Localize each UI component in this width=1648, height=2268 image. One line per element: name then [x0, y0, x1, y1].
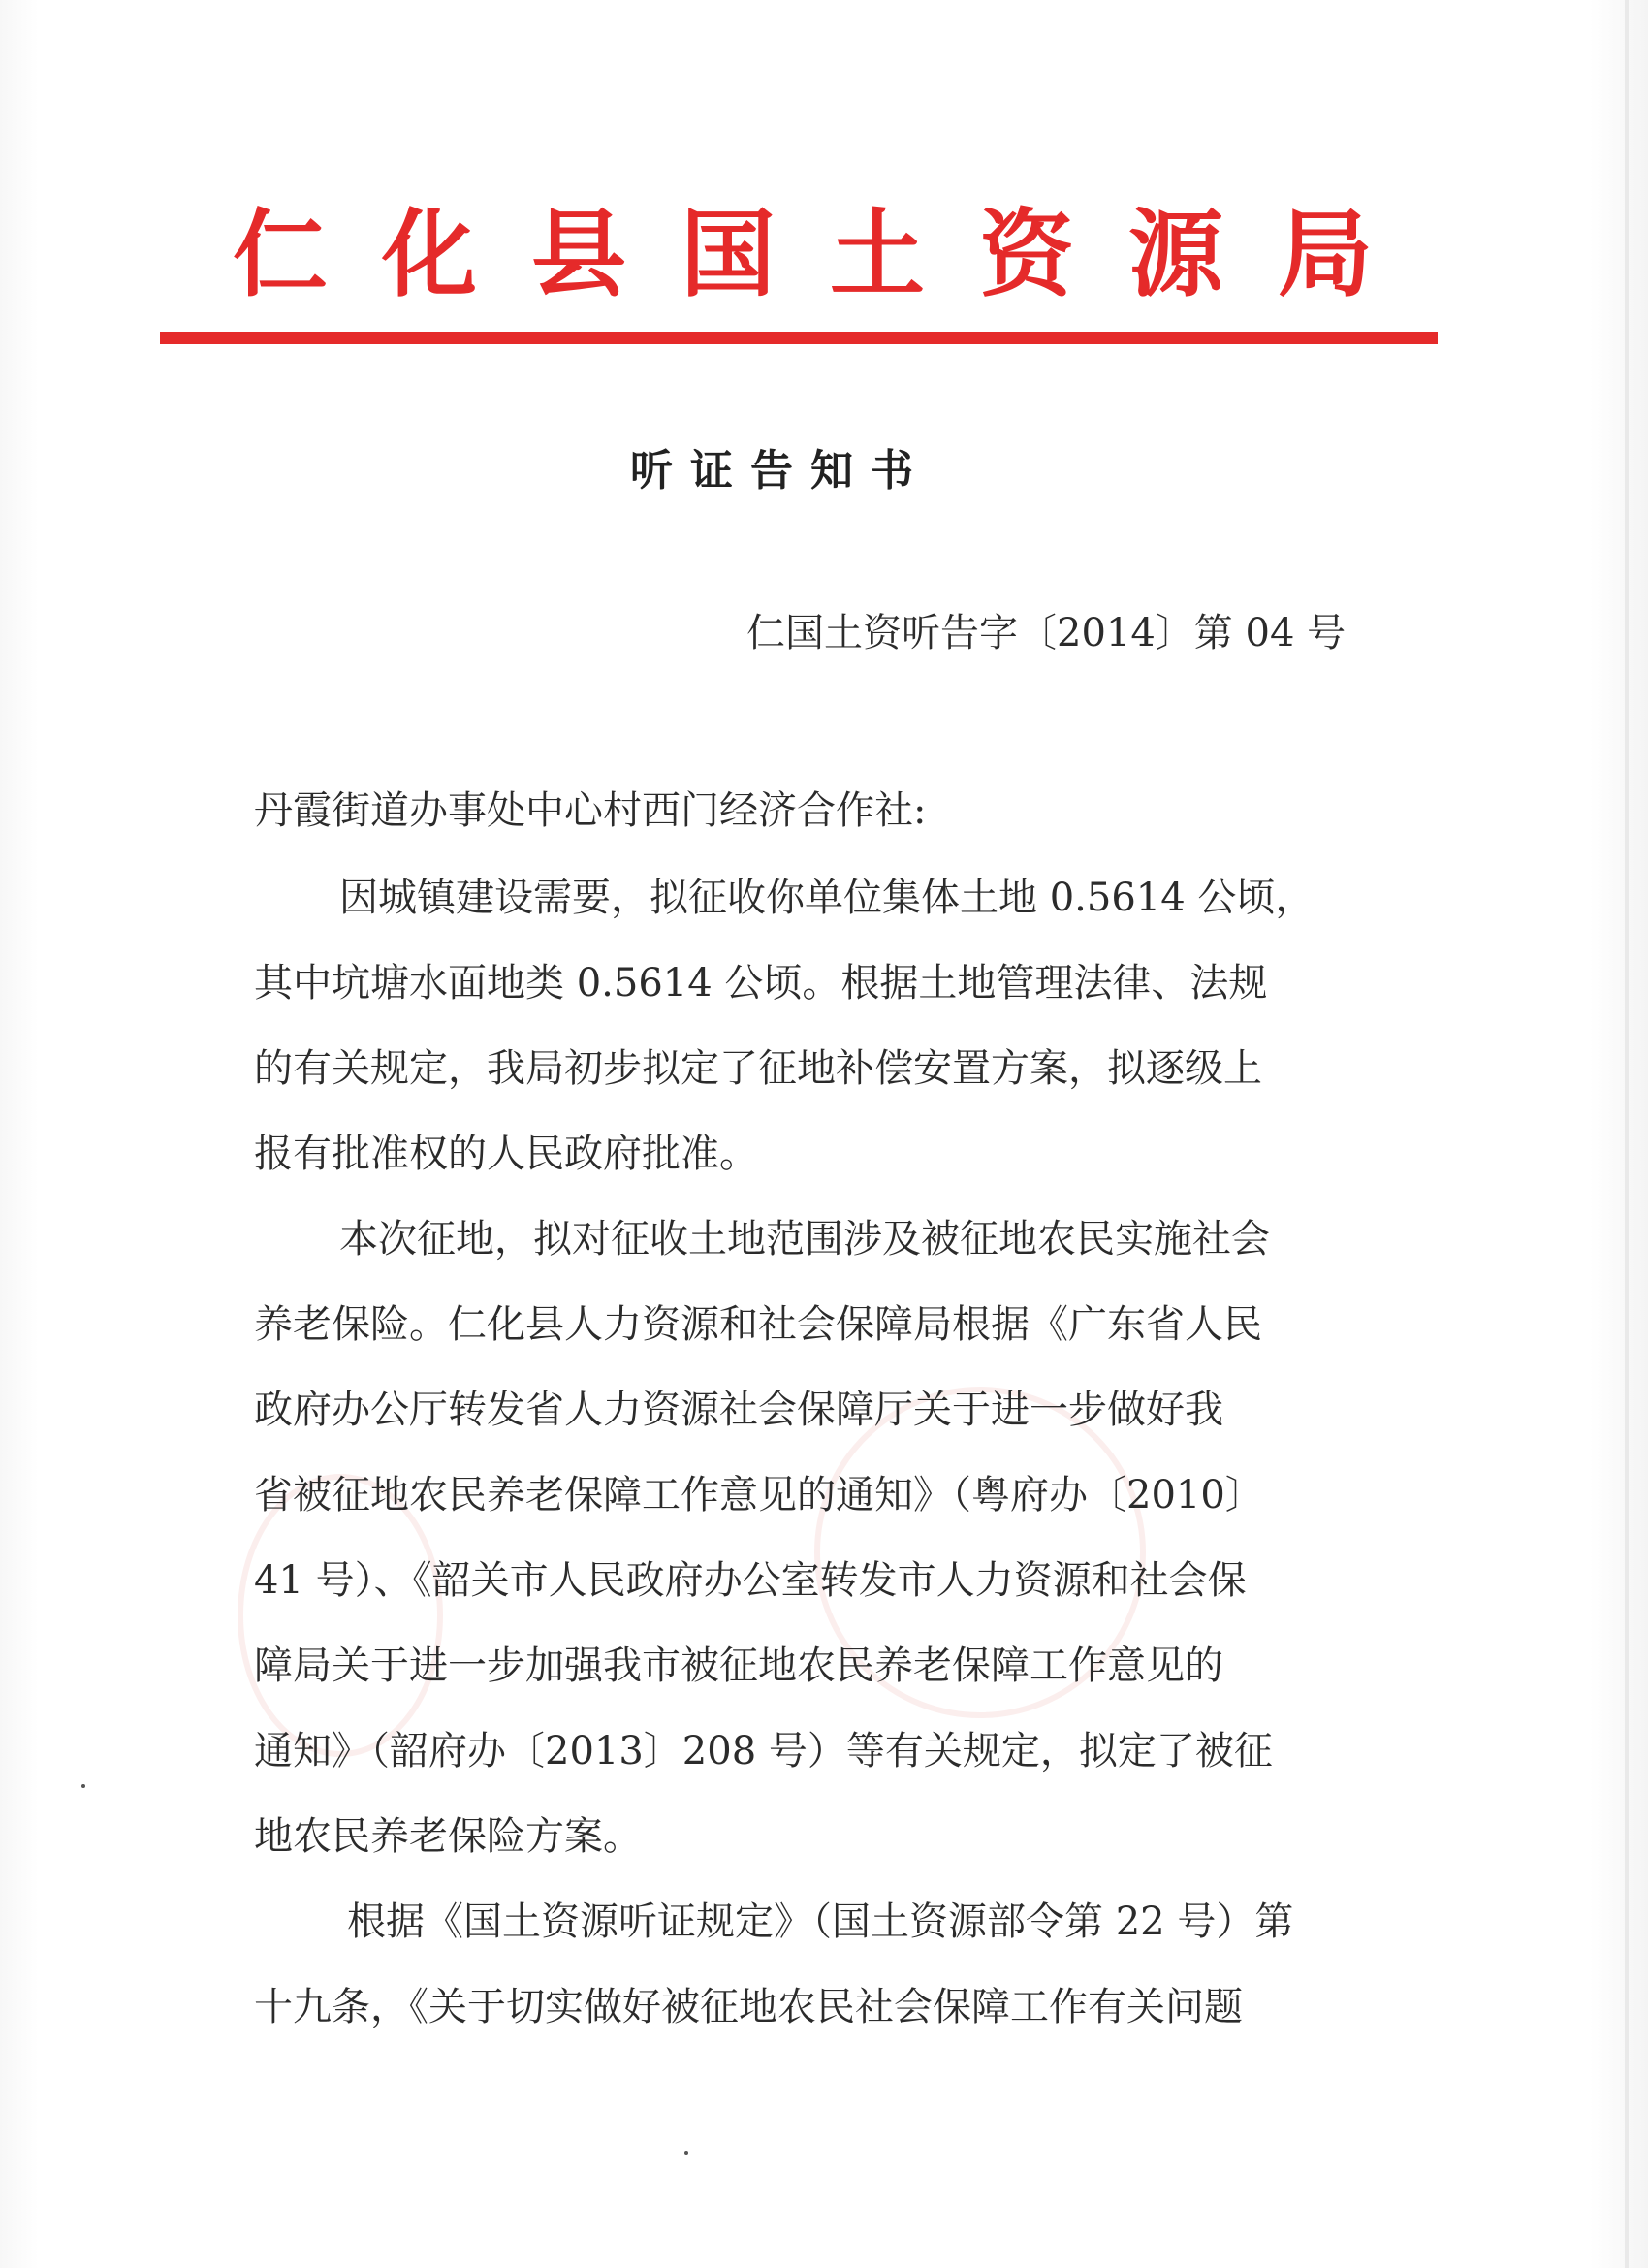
body-line: 因城镇建设需要，拟征收你单位集体土地 0.5614 公顷， [339, 876, 1315, 920]
body-line: 本次征地，拟对征收土地范围涉及被征地农民实施社会 [339, 1217, 1270, 1262]
body-line: 其中坑塘水面地类 0.5614 公顷。根据土地管理法律、法规 [254, 961, 1268, 1006]
body-line: 十九条，《关于切实做好被征地农民社会保障工作有关问题 [254, 1985, 1243, 2029]
document-title: 听证告知书 [630, 446, 931, 495]
body-line: 省被征地农民养老保障工作意见的通知》（粤府办〔2010〕 [254, 1473, 1264, 1517]
document-number: 仁国土资听告字〔2014〕第 04 号 [746, 611, 1347, 655]
body-line: 地农民养老保险方案。 [254, 1814, 642, 1859]
body-line: 政府办公厅转发省人力资源社会保障厅关于进一步做好我 [254, 1388, 1223, 1432]
body-line: 障局关于进一步加强我市被征地农民养老保障工作意见的 [254, 1644, 1223, 1688]
addressee: 丹霞街道办事处中心村西门经济合作社: [254, 788, 927, 833]
body-line: 养老保险。仁化县人力资源和社会保障局根据《广东省人民 [254, 1302, 1262, 1347]
body-line: 报有批准权的人民政府批准。 [254, 1132, 758, 1176]
page-edge [1625, 0, 1629, 2268]
body-line: 41 号）、《韶关市人民政府办公室转发市人力资源和社会保 [254, 1558, 1247, 1603]
red-divider-rule [160, 332, 1438, 344]
body-line: 通知》（韶府办〔2013〕208 号）等有关规定，拟定了被征 [254, 1729, 1273, 1773]
org-title: 仁化县国土资源局 [233, 200, 1428, 310]
body-line: 的有关规定，我局初步拟定了征地补偿安置方案，拟逐级上 [254, 1046, 1262, 1091]
body-line: 根据《国土资源听证规定》（国土资源部令第 22 号）第 [347, 1900, 1294, 1944]
